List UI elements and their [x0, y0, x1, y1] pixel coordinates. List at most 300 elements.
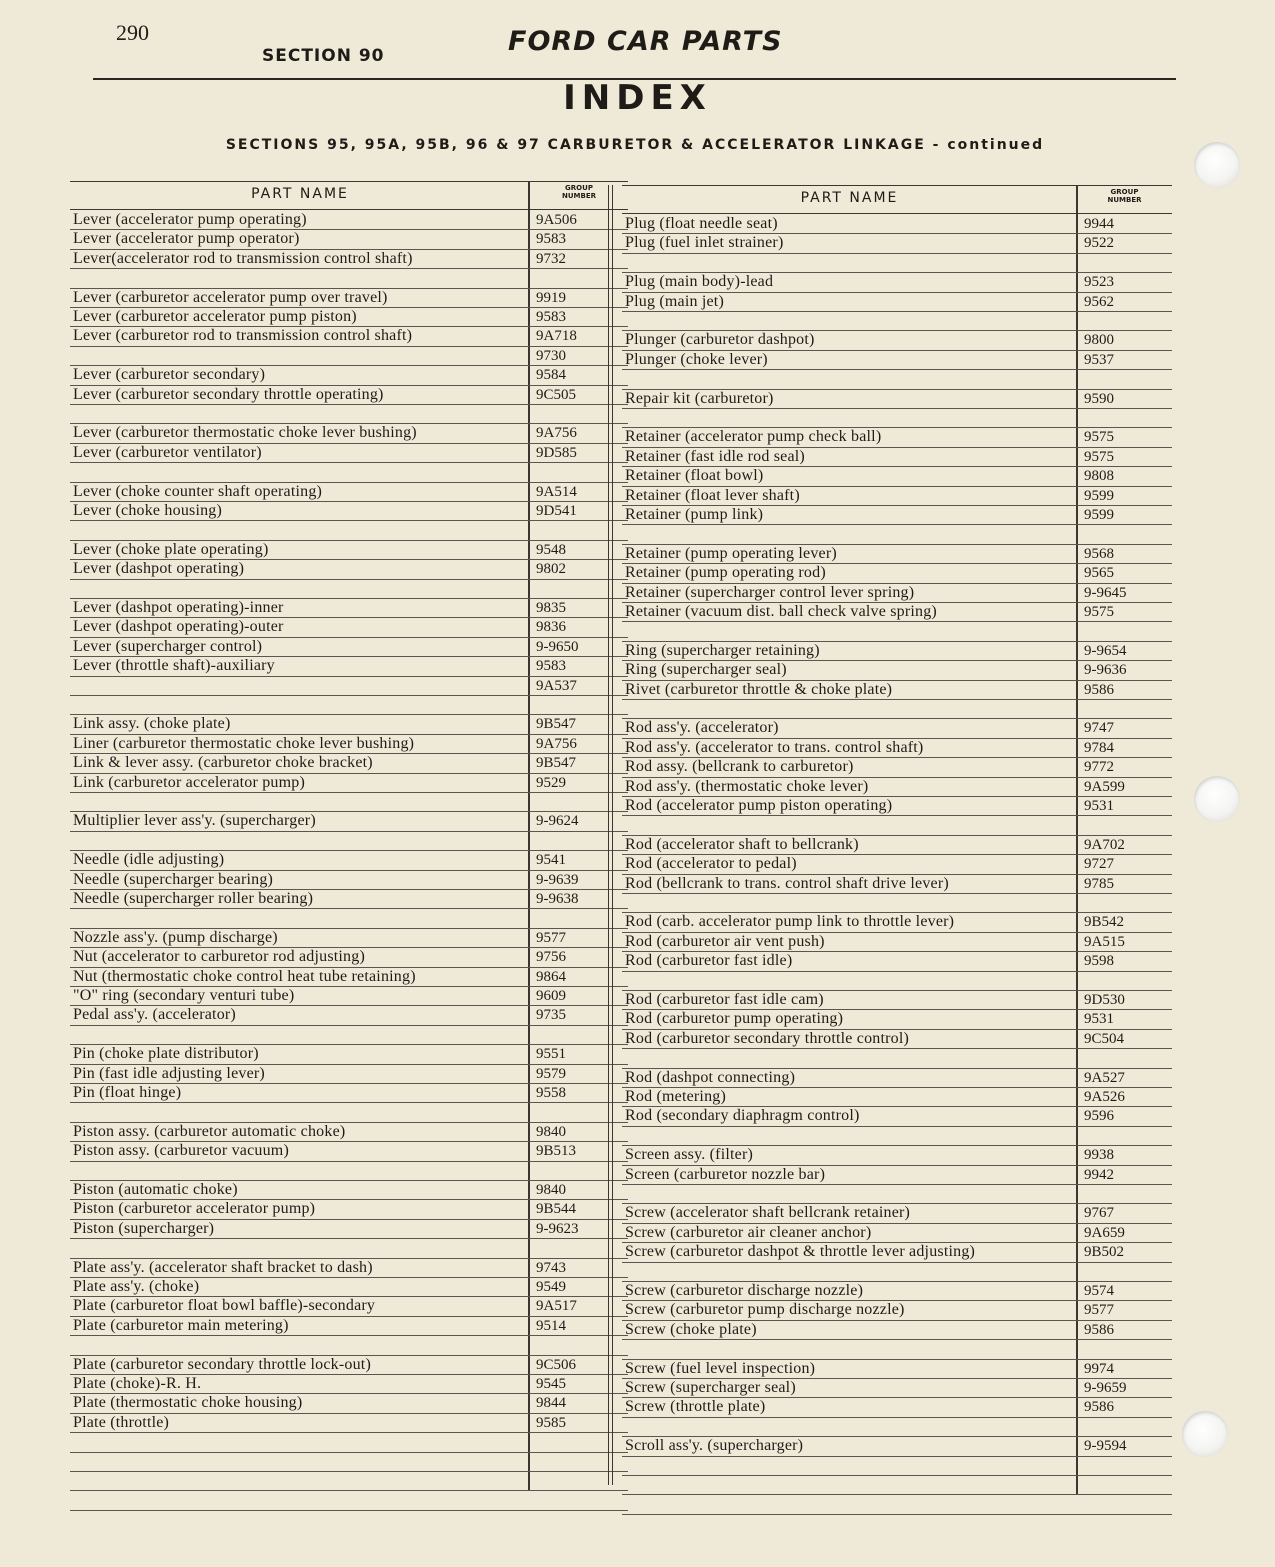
- part-name: Liner (carburetor thermostatic choke lever bushing): [73, 734, 415, 752]
- group-number: 9756: [536, 949, 566, 966]
- index-row: [70, 1355, 628, 1375]
- index-row: [622, 1359, 1172, 1379]
- part-name: Retainer (pump operating lever): [625, 544, 837, 562]
- group-number: 9583: [536, 231, 566, 248]
- index-row: [70, 850, 628, 870]
- index-row: [70, 1161, 628, 1181]
- part-name: Needle (supercharger bearing): [73, 870, 274, 888]
- part-name: Piston (automatic choke): [73, 1181, 238, 1198]
- index-row: [70, 928, 628, 948]
- part-name: Nut (thermostatic choke control heat tube retaining): [73, 967, 416, 985]
- index-row: [622, 1456, 1172, 1476]
- part-name: Needle (supercharger roller bearing): [73, 890, 314, 907]
- index-row: [622, 1320, 1172, 1340]
- index-row: [70, 1393, 628, 1413]
- index-row: [622, 699, 1172, 719]
- page-number: 290: [116, 20, 149, 45]
- part-name: Multiplier lever ass'y. (supercharger): [73, 812, 316, 830]
- group-number: 9C504: [1084, 1030, 1125, 1047]
- index-row: [70, 482, 628, 502]
- group-number: 9548: [536, 541, 566, 558]
- index-row: [622, 1339, 1172, 1359]
- group-number: 9531: [1084, 1011, 1114, 1028]
- group-number: 9730: [536, 347, 566, 364]
- index-row: [70, 811, 628, 831]
- part-name: Rod (dashpot connecting): [625, 1068, 796, 1086]
- group-number: 9-9624: [536, 813, 579, 830]
- index-row: [70, 831, 628, 851]
- index-row: [622, 854, 1172, 874]
- index-row: [622, 253, 1172, 273]
- group-number: 9562: [1084, 293, 1114, 310]
- part-name: Nut (accelerator to carburetor rod adjusting): [73, 948, 365, 966]
- index-row: [622, 757, 1172, 777]
- index-row: [622, 815, 1172, 835]
- index-row: [622, 233, 1172, 253]
- part-name: Plug (main body)-lead: [625, 273, 774, 291]
- group-number: 9-9639: [536, 871, 579, 888]
- part-name: Retainer (pump operating rod): [625, 564, 826, 582]
- part-name: Piston assy. (carburetor vacuum): [73, 1142, 289, 1160]
- index-row: [622, 1242, 1172, 1262]
- index-row: [70, 268, 628, 288]
- part-name: Plate (thermostatic choke housing): [73, 1394, 303, 1412]
- part-name: Ring (supercharger seal): [625, 661, 787, 679]
- index-title: INDEX: [563, 78, 712, 118]
- group-number: 9802: [536, 561, 566, 578]
- index-row: [70, 598, 628, 618]
- group-number: 9772: [1084, 759, 1114, 776]
- index-row: [70, 520, 628, 540]
- group-number: 9A718: [536, 328, 577, 345]
- group-number: 9784: [1084, 739, 1114, 756]
- center-gutter: [608, 185, 613, 1485]
- index-row: [622, 1281, 1172, 1301]
- group-number: 9568: [1084, 545, 1114, 562]
- group-number: 9558: [536, 1085, 566, 1101]
- part-name: Screen (carburetor nozzle bar): [625, 1165, 826, 1183]
- part-name: Rod ass'y. (accelerator to trans. control shaft): [625, 738, 924, 756]
- group-number: 9844: [536, 1395, 566, 1412]
- group-number: 9599: [1084, 487, 1114, 504]
- group-number: 9-9594: [1084, 1438, 1127, 1455]
- section-label: SECTION 90: [262, 46, 385, 66]
- part-name: Plate (throttle): [73, 1413, 170, 1431]
- group-number: 9A659: [1084, 1224, 1125, 1241]
- part-name: Lever (carburetor rod to transmission control shaft): [73, 327, 413, 345]
- group-number: 9B542: [1084, 914, 1125, 931]
- index-row: [622, 777, 1172, 797]
- part-name: Retainer (vacuum dist. ball check valve spring): [625, 603, 937, 620]
- part-name: Screw (carburetor air cleaner anchor): [625, 1223, 872, 1241]
- index-row: [622, 1048, 1172, 1068]
- index-row: [70, 1219, 628, 1239]
- index-row: [70, 1432, 628, 1452]
- index-row: [622, 641, 1172, 661]
- index-row: [622, 1184, 1172, 1204]
- part-name: Rod (accelerator pump piston operating): [625, 797, 893, 814]
- index-row: [70, 1335, 628, 1355]
- index-row: [70, 1238, 628, 1258]
- index-row: [622, 1087, 1172, 1107]
- right-index-column: [622, 185, 1172, 1495]
- group-number: 9A756: [536, 735, 577, 752]
- part-name: Lever (carburetor secondary): [73, 366, 266, 384]
- group-number: 9747: [1084, 720, 1114, 737]
- group-number: 9938: [1084, 1147, 1114, 1164]
- group-number: 9A514: [536, 483, 577, 500]
- group-number: 9522: [1084, 235, 1114, 252]
- group-number: 9D585: [536, 444, 577, 461]
- index-row: [622, 680, 1172, 700]
- part-name: Rod (bellcrank to trans. control shaft drive lever): [625, 874, 949, 892]
- group-number: 9835: [536, 600, 566, 616]
- part-name: Needle (idle adjusting): [73, 851, 225, 869]
- index-row: [622, 466, 1172, 486]
- index-row: [70, 443, 628, 463]
- group-number: 9B547: [536, 755, 577, 772]
- group-number: 9531: [1084, 798, 1114, 814]
- index-row: [70, 1122, 628, 1142]
- group-number: 9B502: [1084, 1244, 1125, 1261]
- group-number: 9514: [536, 1317, 566, 1334]
- part-name: Link assy. (choke plate): [73, 715, 231, 733]
- index-row: [622, 1262, 1172, 1282]
- group-number: 9-9645: [1084, 584, 1127, 601]
- index-row: [622, 621, 1172, 641]
- catalog-title: FORD CAR PARTS: [508, 26, 783, 57]
- part-name: Plunger (carburetor dashpot): [625, 331, 815, 349]
- index-row: [70, 540, 628, 560]
- index-row: [70, 889, 628, 909]
- part-name: Rod ass'y. (thermostatic choke lever): [625, 777, 869, 795]
- index-row: [70, 385, 628, 405]
- index-row: [622, 1068, 1172, 1088]
- group-number: 9599: [1084, 507, 1114, 523]
- index-row: [622, 1126, 1172, 1146]
- index-row: [70, 1180, 628, 1200]
- index-row: [622, 311, 1172, 331]
- part-name: Rod ass'y. (accelerator): [625, 719, 779, 737]
- index-row: [622, 408, 1172, 428]
- index-row: [70, 714, 628, 734]
- binder-hole-middle: [1194, 776, 1240, 822]
- group-number-header-line2: NUMBER: [1107, 196, 1142, 204]
- part-name: Rod (secondary diaphragm control): [625, 1107, 860, 1125]
- group-number: 9590: [1084, 390, 1114, 407]
- part-name: Scroll ass'y. (supercharger): [625, 1437, 804, 1455]
- group-number: 9583: [536, 309, 566, 325]
- group-number: 9840: [536, 1182, 566, 1198]
- index-row: [70, 462, 628, 482]
- part-name: Lever (dashpot operating): [73, 560, 245, 578]
- index-row: [622, 835, 1172, 855]
- group-number: 9A599: [1084, 778, 1125, 795]
- part-name: Repair kit (carburetor): [625, 389, 774, 407]
- index-row: [70, 1258, 628, 1278]
- part-name: Rod (carburetor fast idle cam): [625, 991, 824, 1008]
- part-name: Retainer (float bowl): [625, 467, 764, 485]
- index-row: [70, 908, 628, 928]
- part-name: Plate (carburetor float bowl baffle)-secondary: [73, 1297, 376, 1315]
- group-number: 9C505: [536, 386, 577, 403]
- part-name: Link (carburetor accelerator pump): [73, 773, 306, 791]
- group-number: 9840: [536, 1123, 566, 1140]
- index-row: [622, 486, 1172, 506]
- group-number: 9B547: [536, 716, 577, 733]
- group-number: 9584: [536, 367, 566, 384]
- part-name: Screw (carburetor dashpot & throttle lever adjusting): [625, 1243, 976, 1261]
- index-row: [622, 874, 1172, 894]
- group-number: 9A527: [1084, 1069, 1125, 1086]
- part-name: Screw (choke plate): [625, 1320, 757, 1338]
- group-number: 9B544: [536, 1201, 577, 1218]
- group-number: 9545: [536, 1376, 566, 1392]
- index-row: [622, 505, 1172, 525]
- part-name: Lever (carburetor thermostatic choke lever bushing): [73, 424, 417, 442]
- part-name: Screw (supercharger seal): [625, 1379, 796, 1396]
- part-name: Retainer (accelerator pump check ball): [625, 428, 882, 446]
- index-row: [622, 330, 1172, 350]
- left-index-column: [70, 181, 628, 1491]
- part-name: Lever (choke housing): [73, 502, 223, 519]
- index-row: [622, 1378, 1172, 1398]
- part-name: Pedal ass'y. (accelerator): [73, 1006, 236, 1024]
- part-name: Plug (float needle seat): [625, 215, 778, 232]
- index-row: [70, 1296, 628, 1316]
- index-row: [70, 288, 628, 308]
- index-row: [70, 947, 628, 967]
- part-name: Retainer (pump link): [625, 506, 764, 523]
- group-number: 9A526: [1084, 1089, 1125, 1105]
- index-row: [70, 617, 628, 637]
- part-name: Lever (accelerator pump operating): [73, 211, 307, 228]
- part-name: Piston (carburetor accelerator pump): [73, 1200, 316, 1218]
- group-number-header: [530, 184, 628, 200]
- index-row: [622, 544, 1172, 564]
- part-name: Screw (throttle plate): [625, 1398, 766, 1416]
- part-name: Rod (carburetor pump operating): [625, 1010, 844, 1028]
- group-number: 9B513: [536, 1143, 577, 1160]
- group-number: 9-9654: [1084, 642, 1127, 659]
- index-row: [622, 718, 1172, 738]
- index-row: [70, 986, 628, 1006]
- group-number: 9541: [536, 852, 566, 869]
- group-number: 9-9623: [536, 1220, 579, 1237]
- index-row: [622, 389, 1172, 409]
- group-number: 9-9650: [536, 638, 579, 655]
- index-row: [622, 292, 1172, 312]
- part-name: Lever (choke plate operating): [73, 540, 269, 558]
- part-name: Rod (carb. accelerator pump link to throttle lever): [625, 913, 955, 931]
- index-row: [622, 660, 1172, 680]
- index-row: [622, 427, 1172, 447]
- part-name: Lever (accelerator pump operator): [73, 230, 300, 248]
- index-row: [622, 932, 1172, 952]
- part-name: Screw (carburetor pump discharge nozzle): [625, 1301, 905, 1319]
- group-number: 9944: [1084, 216, 1114, 232]
- part-name: Plate (carburetor secondary throttle lock-out): [73, 1355, 371, 1373]
- index-row: [70, 423, 628, 443]
- group-number: 9529: [536, 774, 566, 791]
- group-number: 9537: [1084, 351, 1114, 368]
- group-number: 9575: [1084, 429, 1114, 446]
- group-number-header-line1: GROUP: [565, 184, 593, 192]
- left-column-header: [70, 181, 628, 210]
- right-column-header: [622, 185, 1172, 214]
- index-row: [622, 971, 1172, 991]
- part-name: Lever (carburetor accelerator pump over travel): [73, 288, 388, 306]
- index-row: [70, 870, 628, 890]
- index-row: [622, 447, 1172, 467]
- part-name: Retainer (float lever shaft): [625, 486, 800, 504]
- index-row: [622, 1165, 1172, 1185]
- group-number-header-line1: GROUP: [1110, 188, 1139, 196]
- group-number: 9727: [1084, 856, 1114, 873]
- part-name-header: PART NAME: [251, 186, 349, 202]
- part-name: Retainer (fast idle rod seal): [625, 447, 805, 465]
- index-row: [70, 1316, 628, 1336]
- index-row: [622, 583, 1172, 603]
- part-name: Plate (choke)-R. H.: [73, 1375, 202, 1392]
- index-row: [70, 773, 628, 793]
- index-row: [70, 1102, 628, 1122]
- group-number: 9579: [536, 1065, 566, 1082]
- index-row: [70, 753, 628, 773]
- part-name: Rod (carburetor secondary throttle control): [625, 1029, 910, 1047]
- group-number: 9577: [1084, 1302, 1114, 1319]
- group-number: 9551: [536, 1046, 566, 1063]
- group-number: 9974: [1084, 1360, 1114, 1377]
- index-row: [70, 210, 628, 230]
- part-name: Rod (metering): [625, 1088, 726, 1105]
- index-row: [622, 524, 1172, 544]
- part-name: Piston assy. (carburetor automatic choke): [73, 1122, 346, 1140]
- index-row: [622, 1009, 1172, 1029]
- index-row: [70, 676, 628, 696]
- index-row: [70, 365, 628, 385]
- part-name: Plate ass'y. (choke): [73, 1278, 200, 1295]
- index-row: [70, 1471, 628, 1491]
- index-row: [622, 1029, 1172, 1049]
- group-number: 9523: [1084, 274, 1114, 291]
- part-name: Rod (carburetor air vent push): [625, 932, 825, 950]
- index-row: [622, 1417, 1172, 1437]
- group-number: 9609: [536, 988, 566, 1004]
- group-number: 9732: [536, 250, 566, 267]
- part-name: Pin (choke plate distributor): [73, 1045, 259, 1063]
- index-row: [622, 272, 1172, 292]
- group-number: 9D530: [1084, 992, 1125, 1008]
- binder-hole-bottom: [1182, 1411, 1228, 1457]
- group-number: 9549: [536, 1279, 566, 1295]
- group-number: 9598: [1084, 953, 1114, 970]
- index-row: [70, 1199, 628, 1219]
- group-number: 9D541: [536, 503, 577, 519]
- index-row: [70, 307, 628, 327]
- group-number: 9586: [1084, 1399, 1114, 1416]
- group-number: 9596: [1084, 1108, 1114, 1125]
- index-row: [70, 346, 628, 366]
- index-row: [70, 559, 628, 579]
- index-row: [70, 1277, 628, 1297]
- group-number: 9574: [1084, 1283, 1114, 1299]
- group-number: 9577: [536, 929, 566, 946]
- index-row: [70, 1141, 628, 1161]
- index-row: [70, 249, 628, 269]
- part-name: Pin (float hinge): [73, 1084, 182, 1101]
- group-number: 9585: [536, 1414, 566, 1431]
- group-number: 9767: [1084, 1205, 1114, 1222]
- index-row: [622, 1494, 1172, 1514]
- part-name: Lever (choke counter shaft operating): [73, 482, 323, 500]
- index-row: [622, 1397, 1172, 1417]
- index-row: [622, 796, 1172, 816]
- group-number: 9836: [536, 619, 566, 636]
- part-name: Lever (dashpot operating)-outer: [73, 618, 284, 636]
- index-row: [70, 1044, 628, 1064]
- part-name: Lever (carburetor accelerator pump piston): [73, 308, 357, 325]
- index-row: [622, 350, 1172, 370]
- group-number: 9A515: [1084, 933, 1125, 950]
- group-number: 9565: [1084, 565, 1114, 582]
- index-row: [70, 404, 628, 424]
- part-name: Pin (fast idle adjusting lever): [73, 1064, 265, 1082]
- group-number: 9942: [1084, 1166, 1114, 1183]
- part-name-header: PART NAME: [800, 190, 899, 206]
- group-number: 9735: [536, 1007, 566, 1024]
- part-name: Lever (supercharger control): [73, 637, 263, 655]
- group-number: 9586: [1084, 1321, 1114, 1338]
- group-number: 9A506: [536, 212, 577, 228]
- index-row: [70, 579, 628, 599]
- index-row: [622, 893, 1172, 913]
- part-name: Lever (throttle shaft)-auxiliary: [73, 657, 275, 675]
- group-number: 9743: [536, 1259, 566, 1276]
- index-row: [70, 1083, 628, 1103]
- part-name: Lever (dashpot operating)-inner: [73, 599, 284, 616]
- part-name: Screw (fuel level inspection): [625, 1359, 816, 1377]
- part-name: Nozzle ass'y. (pump discharge): [73, 928, 278, 946]
- index-row: [70, 1005, 628, 1025]
- group-number: 9800: [1084, 332, 1114, 349]
- group-number: 9-9659: [1084, 1380, 1127, 1396]
- index-row: [622, 1223, 1172, 1243]
- index-row: [70, 967, 628, 987]
- part-name: Plate ass'y. (accelerator shaft bracket to dash): [73, 1258, 373, 1276]
- index-row: [622, 1106, 1172, 1126]
- part-name: Lever (carburetor ventilator): [73, 443, 262, 461]
- part-name: Retainer (supercharger control lever spring): [625, 583, 915, 601]
- index-row: [622, 563, 1172, 583]
- index-row: [70, 1490, 628, 1510]
- group-number: 9A702: [1084, 836, 1125, 853]
- index-row: [622, 1145, 1172, 1165]
- group-number: 9-9636: [1084, 662, 1127, 679]
- index-row: [622, 738, 1172, 758]
- index-row: [622, 369, 1172, 389]
- group-number: 9A756: [536, 425, 577, 442]
- group-number-header: [1077, 188, 1172, 204]
- part-name: Plunger (choke lever): [625, 350, 768, 368]
- part-name: "O" ring (secondary venturi tube): [73, 987, 295, 1004]
- part-name: Lever(accelerator rod to transmission control shaft): [73, 249, 413, 267]
- part-name: Plug (fuel inlet strainer): [625, 234, 784, 252]
- part-name: Screen assy. (filter): [625, 1146, 753, 1164]
- group-number: 9583: [536, 658, 566, 675]
- part-name: Screw (accelerator shaft bellcrank retainer): [625, 1204, 911, 1222]
- index-row: [70, 1374, 628, 1394]
